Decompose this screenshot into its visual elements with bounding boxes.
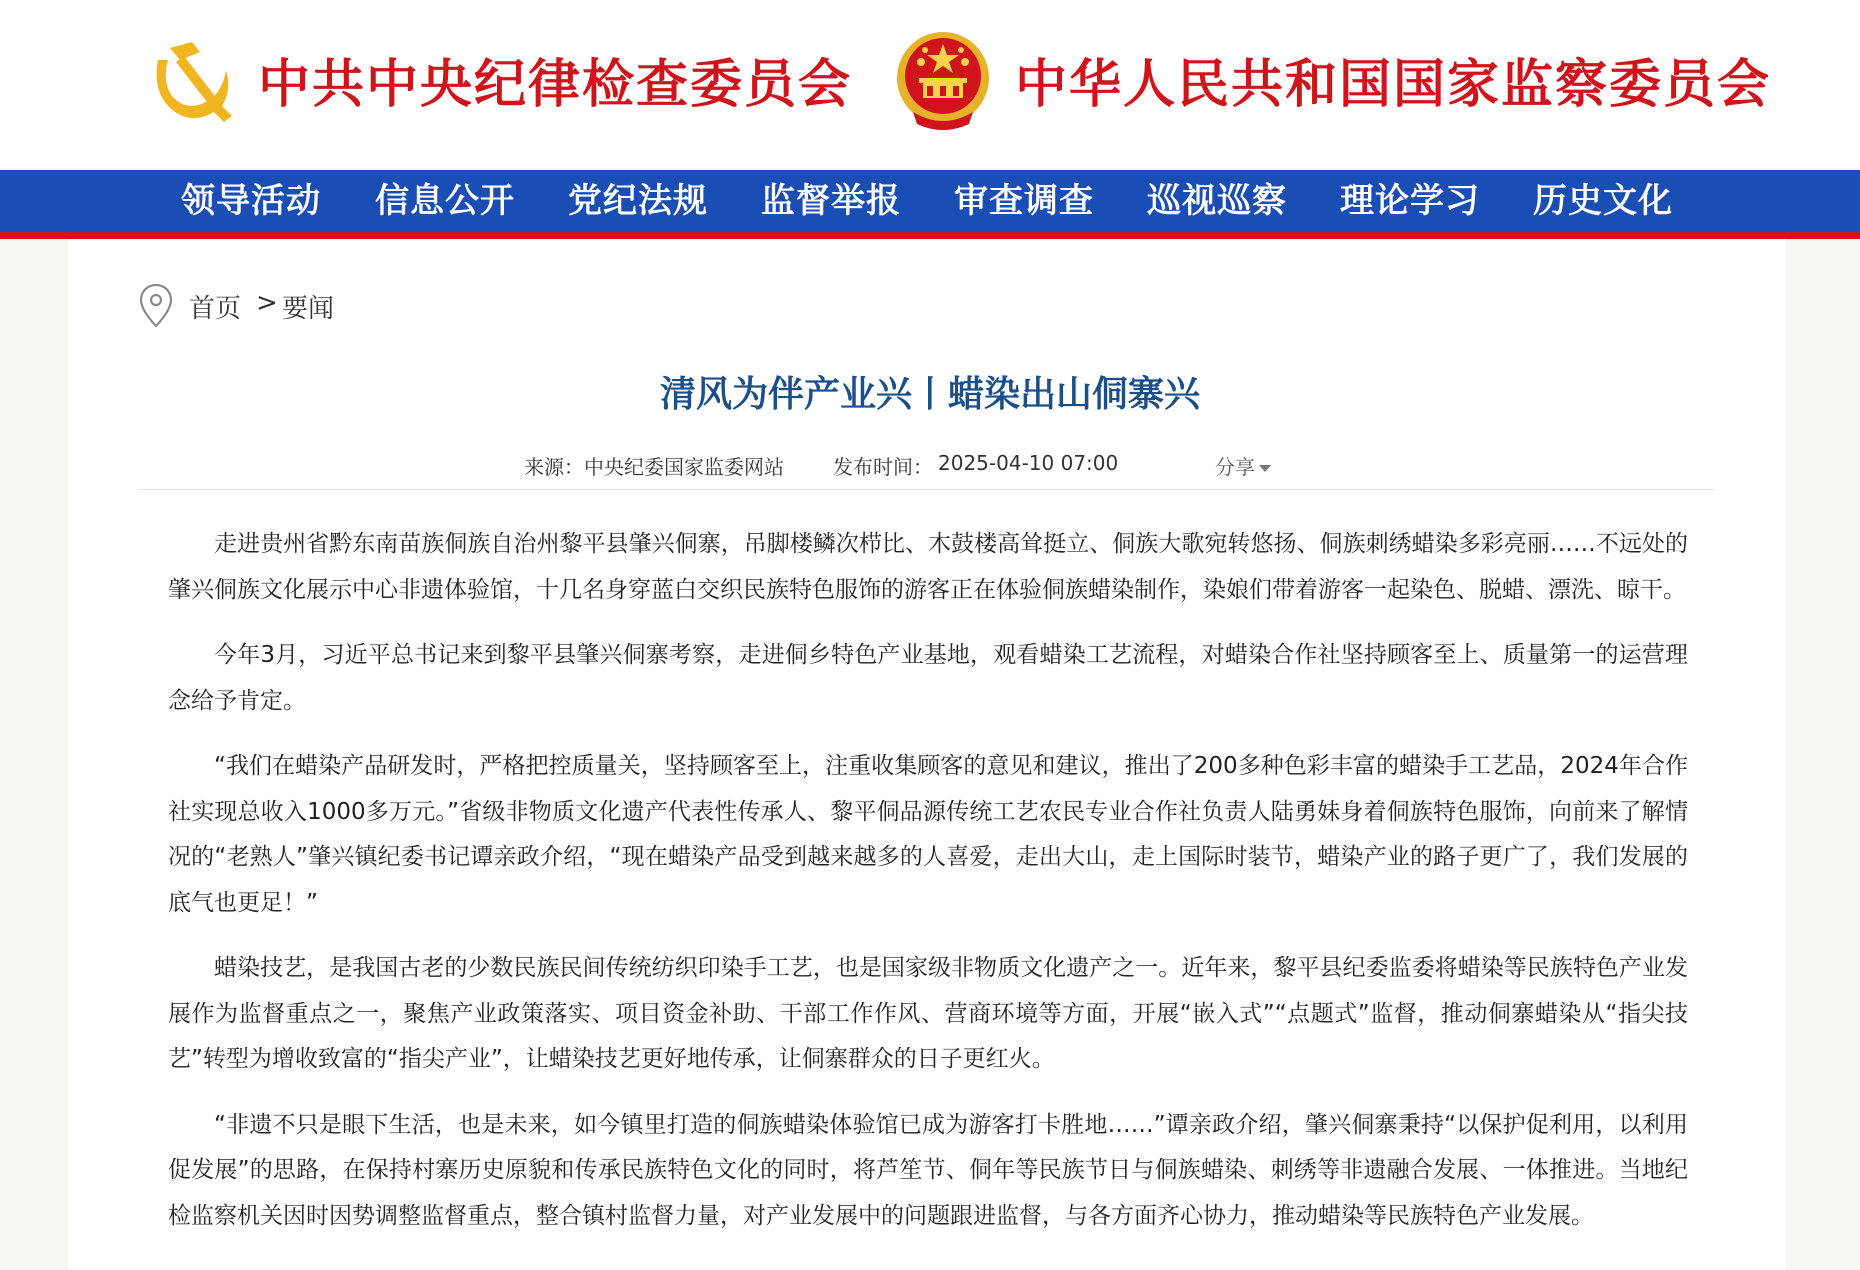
nav-item-party-regulations[interactable]: 党纪法规 [568, 181, 708, 221]
publish-time-label: 发布时间： [833, 455, 933, 479]
nav-item-inspection[interactable]: 巡视巡察 [1147, 181, 1287, 221]
article-paragraph: “我们在蜡染产品研发时，严格把控质量关，坚持顾客至上，注重收集顾客的意见和建议，推出了200多种色彩丰富的蜡染手工艺品，2024年合作社实现总收入1000多万元。”省级非物质文化遗产代表性传承人、黎平侗品源传统工艺农民专业合作社负责人陆勇妹身着侗族特色服饰，向前来了解情况的“老熟人”肇兴镇纪委书记谭亲政介绍，“现在蜡染产品受到越来越多的人喜爱，走出大山，走上国际时装节，蜡染产业的路子更广了，我们发展的底气也更足！” [168, 753, 1688, 916]
nav-accent-stripe [0, 232, 1860, 239]
national-emblem-icon [893, 28, 993, 136]
article-title: 清风为伴产业兴丨蜡染出山侗寨兴 [659, 374, 1200, 415]
article-paragraph: 今年3月，习近平总书记来到黎平县肇兴侗寨考察，走进侗乡特色产业基地，观看蜡染工艺流程，对蜡染合作社坚持顾客至上、质量第一的运营理念给予肯定。 [168, 642, 1688, 714]
breadcrumb-separator: > [256, 288, 278, 318]
nav-item-history-culture[interactable]: 历史文化 [1533, 181, 1673, 221]
nav-item-leadership[interactable]: 领导活动 [181, 181, 321, 221]
brand-left-name: 中共中央纪律检查委员会 [258, 54, 853, 115]
chevron-down-icon [1259, 465, 1271, 472]
breadcrumb-current-link[interactable]: 要闻 [282, 294, 335, 324]
source-name: 中央纪委国家监委网站 [584, 455, 784, 479]
location-pin-icon [138, 283, 174, 329]
hammer-sickle-icon [140, 30, 240, 130]
share-button[interactable] [1215, 451, 1271, 480]
nav-item-investigation[interactable]: 审查调查 [954, 181, 1094, 221]
brand-right-name: 中华人民共和国国家监察委员会 [1015, 54, 1772, 115]
nav-item-supervision-report[interactable]: 监督举报 [761, 181, 901, 221]
article-paragraph: 蜡染技艺，是我国古老的少数民族民间传统纺织印染手工艺，也是国家级非物质文化遗产之一。近年来，黎平县纪委监委将蜡染等民族特色产业发展作为监督重点之一，聚焦产业政策落实、项目资金补助、干部工作作风、营商环境等方面，开展“嵌入式”“点题式”监督，推动侗寨蜡染从“指尖技艺”转型为增收致富的“指尖产业”，让蜡染技艺更好地传承，让侗寨群众的日子更红火。 [168, 955, 1688, 1072]
nav-item-info-disclosure[interactable]: 信息公开 [375, 181, 515, 221]
breadcrumb-home-link[interactable]: 首页 [189, 294, 242, 324]
source-label: 来源： [524, 455, 584, 479]
publish-time: 2025-04-10 07:00 [938, 451, 1119, 475]
article-body [168, 522, 1688, 1259]
meta-divider [138, 489, 1714, 490]
nav-item-theory-study[interactable]: 理论学习 [1340, 181, 1480, 221]
share-label: 分享 [1215, 455, 1255, 479]
article-paragraph: “非遗不只是眼下生活，也是未来，如今镇里打造的侗族蜡染体验馆已成为游客打卡胜地……”谭亲政介绍，肇兴侗寨秉持“以保护促利用，以利用促发展”的思路，在保持村寨历史原貌和传承民族特色文化的同时，将芦笙节、侗年等民族节日与侗族蜡染、刺绣等非遗融合发展、一体推进。当地纪检监察机关因时因势调整监督重点，整合镇村监督力量，对产业发展中的问题跟进监督，与各方面齐心协力，推动蜡染等民族特色产业发展。 [168, 1111, 1688, 1229]
article-paragraph: 走进贵州省黔东南苗族侗族自治州黎平县肇兴侗寨，吊脚楼鳞次栉比、木鼓楼高耸挺立、侗族大歌宛转悠扬、侗族刺绣蜡染多彩亮丽……不远处的肇兴侗族文化展示中心非遗体验馆，十几名身穿蓝白交织民族特色服饰的游客正在体验侗族蜡染制作，染娘们带着游客一起染色、脱蜡、漂洗、晾干。 [168, 531, 1688, 603]
